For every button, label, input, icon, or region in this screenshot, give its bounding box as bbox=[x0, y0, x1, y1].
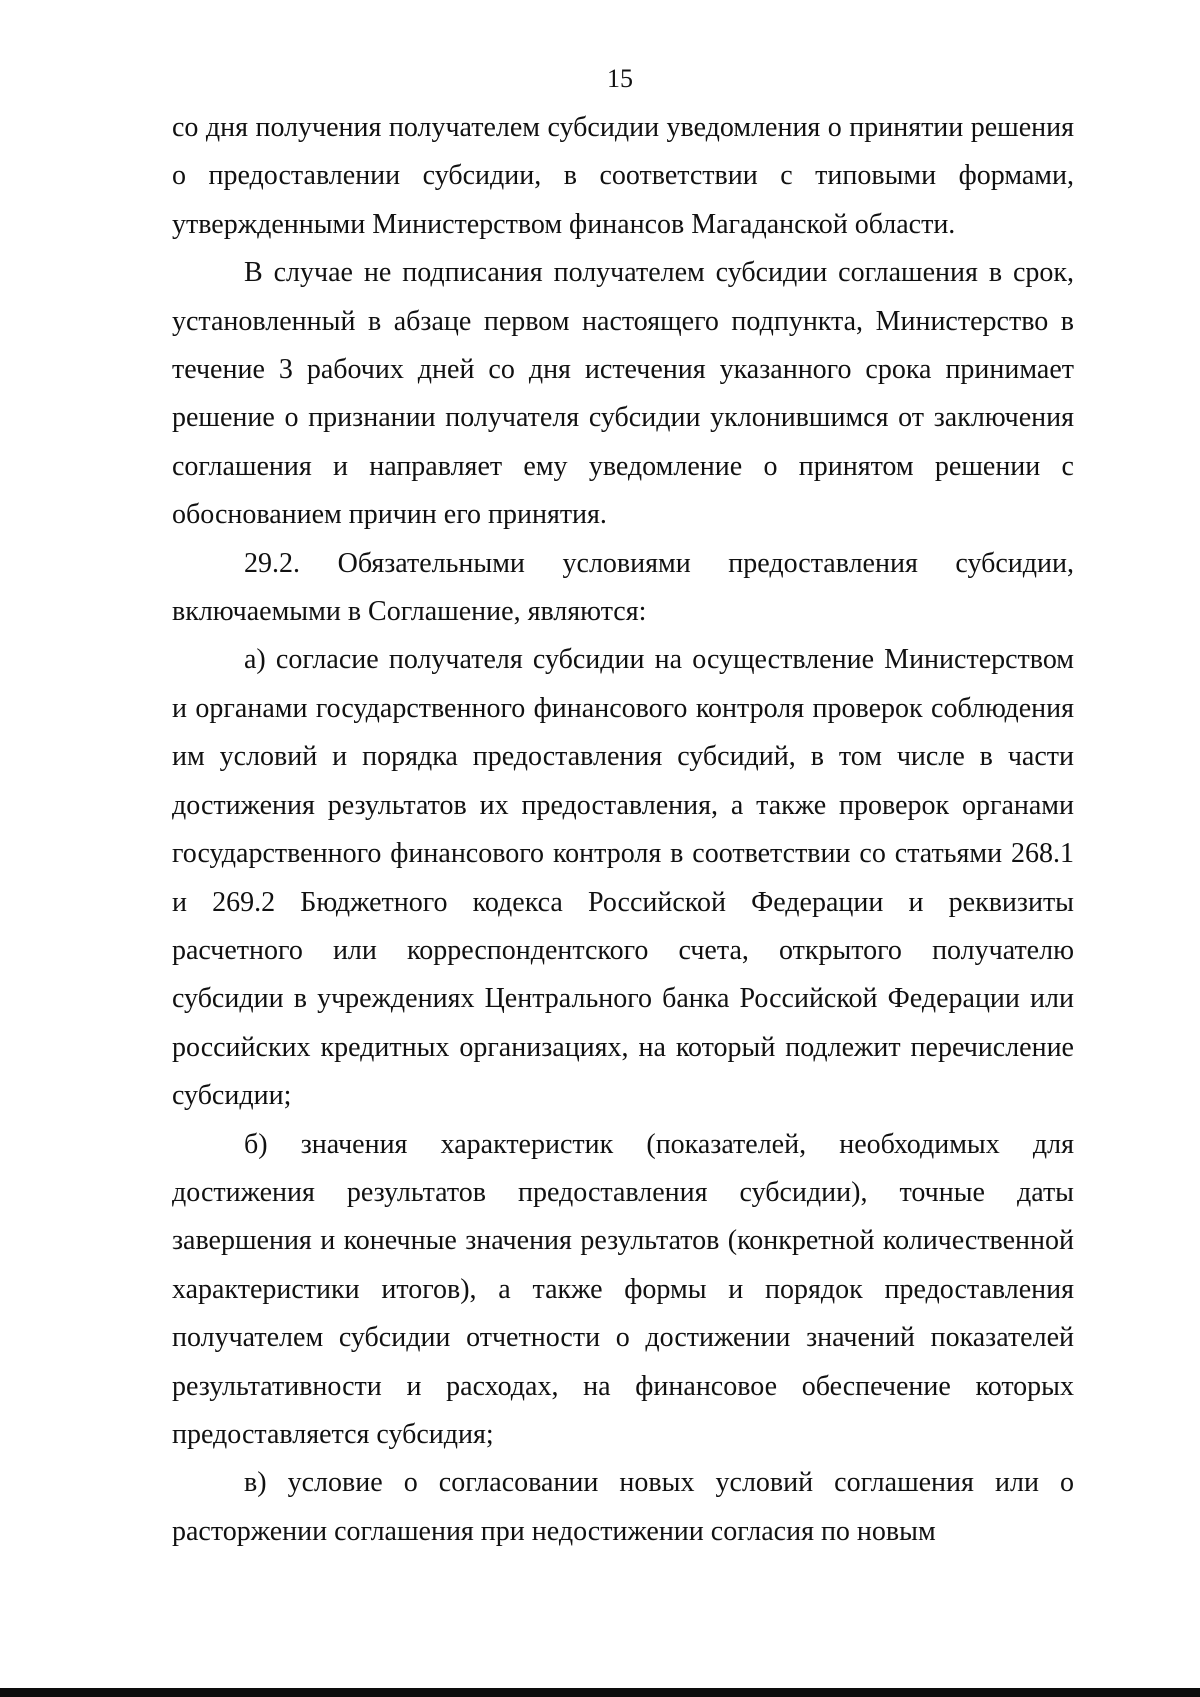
paragraph-item-a: а) согласие получателя субсидии на осуществление Министерством и органами государственного финансового контроля проверок соблюдения им условий и порядка предоставления субсидий, в том числе в части достижения результатов их предоставления, а также проверок органами государственного финансового контроля в соответствии со статьями 268.1 и 269.2 Бюджетного кодекса Российской Федерации и реквизиты расчетного или корреспондентского счета, открытого получателю субсидии в учреждениях Центрального банка Российской Федерации или российских кредитных организациях, на который подлежит перечисление субсидии; bbox=[172, 644, 1074, 1112]
paragraph-item-b: б) значения характеристик (показателей, необходимых для достижения результатов предоставления субсидии), точные даты завершения и конечные значения результатов (конкретной количественной характеристики итогов), а также формы и порядок предоставления получателем субсидии отчетности о достижении значений показателей результативности и расходах, на финансовое обеспечение которых предоставляется субсидия; bbox=[172, 1128, 1074, 1450]
bottom-scan-border bbox=[0, 1688, 1200, 1697]
paragraph-non-signing: В случае не подписания получателем субсидии соглашения в срок, установленный в абзаце первом настоящего подпункта, Министерство в течение 3 рабочих дней со дня истечения указанного срока принимает решение о признании получателя субсидии уклонившимся от заключения соглашения и направляет ему уведомление о принятом решении с обоснованием причин его принятия. bbox=[172, 257, 1074, 531]
document-body bbox=[172, 104, 1074, 1556]
paragraph-continuation: со дня получения получателем субсидии уведомления о принятии решения о предоставлении субсидии, в соответствии с типовыми формами, утвержденными Министерством финансов Магаданской области. bbox=[172, 112, 1074, 240]
page-number: 15 bbox=[607, 64, 633, 93]
paragraph-item-v: в) условие о согласовании новых условий соглашения или о расторжении соглашения при недостижении согласия по новым bbox=[172, 1467, 1074, 1547]
paragraph-29-2: 29.2. Обязательными условиями предоставления субсидии, включаемыми в Соглашение, являются: bbox=[172, 547, 1074, 628]
